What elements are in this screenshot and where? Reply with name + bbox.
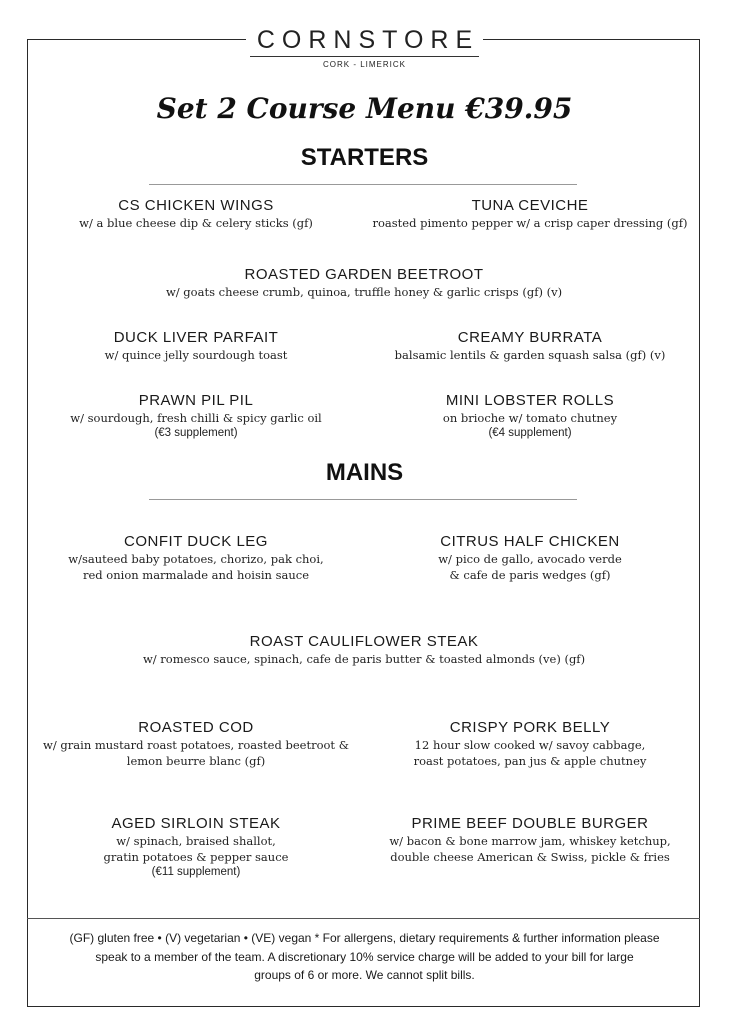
menu-item bbox=[26, 329, 366, 363]
item-description: red onion marmalade and hoisin sauce bbox=[82, 568, 310, 582]
menu-item bbox=[26, 815, 366, 880]
item-description: on brioche w/ tomato chutney bbox=[442, 411, 618, 425]
item-description: roast potatoes, pan jus & apple chutney bbox=[413, 754, 647, 768]
menu-item bbox=[26, 719, 366, 769]
item-description: w/ quince jelly sourdough toast bbox=[104, 348, 288, 362]
mains-divider bbox=[149, 499, 577, 500]
item-name: ROASTED COD bbox=[138, 719, 254, 736]
item-description: roasted pimento pepper w/ a crisp caper dressing (gf) bbox=[372, 216, 688, 230]
footer-line: speak to a member of the team. A discretionary 10% service charge will be added to your bill for large bbox=[95, 949, 634, 964]
item-name: DUCK LIVER PARFAIT bbox=[113, 329, 279, 346]
brand-name: CORNSTORE bbox=[256, 26, 480, 54]
menu-item bbox=[360, 533, 700, 583]
item-name: ROASTED GARDEN BEETROOT bbox=[244, 266, 484, 283]
footer-line: groups of 6 or more. We cannot split bills. bbox=[254, 968, 475, 982]
footer-divider bbox=[27, 918, 700, 919]
starters-heading: STARTERS bbox=[300, 144, 429, 171]
menu-item bbox=[360, 815, 700, 865]
item-description: 12 hour slow cooked w/ savoy cabbage, bbox=[414, 738, 646, 752]
item-supplement: (€11 supplement) bbox=[151, 866, 241, 878]
item-name: MINI LOBSTER ROLLS bbox=[445, 392, 615, 409]
menu-item bbox=[26, 392, 366, 441]
item-supplement: (€3 supplement) bbox=[154, 427, 238, 439]
item-description: balsamic lentils & garden squash salsa (gf) (v) bbox=[394, 348, 666, 362]
brand-header bbox=[0, 26, 729, 72]
brand-logo bbox=[246, 26, 483, 69]
item-name: AGED SIRLOIN STEAK bbox=[111, 815, 281, 832]
item-name: PRAWN PIL PIL bbox=[138, 392, 254, 409]
item-supplement: (€4 supplement) bbox=[488, 427, 572, 439]
item-description: w/ pico de gallo, avocado verde bbox=[438, 552, 622, 566]
starters-divider bbox=[149, 184, 577, 185]
item-description: lemon beurre blanc (gf) bbox=[126, 754, 266, 768]
brand-locations: CORK - LIMERICK bbox=[322, 60, 406, 69]
menu-item bbox=[44, 266, 684, 300]
item-name: CS CHICKEN WINGS bbox=[118, 197, 274, 214]
brand-divider bbox=[250, 56, 479, 57]
menu-item bbox=[26, 533, 366, 583]
item-description: gratin potatoes & pepper sauce bbox=[103, 850, 289, 864]
menu-title: Set 2 Course Menu €39.95 bbox=[156, 92, 573, 125]
item-name: TUNA CEVICHE bbox=[471, 197, 589, 214]
item-description: & cafe de paris wedges (gf) bbox=[449, 568, 611, 582]
item-name: PRIME BEEF DOUBLE BURGER bbox=[411, 815, 649, 832]
item-description: w/ sourdough, fresh chilli & spicy garlic oil bbox=[70, 411, 322, 425]
footer-line: (GF) gluten free • (V) vegetarian • (VE) vegan * For allergens, dietary requirements & further information please bbox=[69, 931, 660, 945]
menu-item bbox=[44, 633, 684, 667]
item-description: w/ a blue cheese dip & celery sticks (gf) bbox=[79, 216, 313, 230]
item-description: w/ romesco sauce, spinach, cafe de paris butter & toasted almonds (ve) (gf) bbox=[142, 652, 586, 666]
menu-item bbox=[360, 329, 700, 363]
item-description: w/ grain mustard roast potatoes, roasted beetroot & bbox=[43, 738, 349, 752]
item-name: CITRUS HALF CHICKEN bbox=[440, 533, 620, 550]
item-name: ROAST CAULIFLOWER STEAK bbox=[249, 633, 479, 650]
item-name: CRISPY PORK BELLY bbox=[449, 719, 611, 736]
item-description: w/ goats cheese crumb, quinoa, truffle honey & garlic crisps (gf) (v) bbox=[165, 285, 563, 299]
menu-item bbox=[360, 719, 700, 769]
item-description: w/ bacon & bone marrow jam, whiskey ketchup, bbox=[389, 834, 671, 848]
item-description: w/ spinach, braised shallot, bbox=[116, 834, 276, 848]
item-description: double cheese American & Swiss, pickle & fries bbox=[390, 850, 670, 864]
item-name: CONFIT DUCK LEG bbox=[124, 533, 268, 550]
item-name: CREAMY BURRATA bbox=[457, 329, 603, 346]
mains-heading: MAINS bbox=[325, 459, 404, 486]
menu-item bbox=[26, 197, 366, 231]
item-description: w/sauteed baby potatoes, chorizo, pak choi, bbox=[68, 552, 324, 566]
menu-item bbox=[360, 392, 700, 441]
footer-notes bbox=[40, 929, 689, 985]
menu-item bbox=[360, 197, 700, 231]
